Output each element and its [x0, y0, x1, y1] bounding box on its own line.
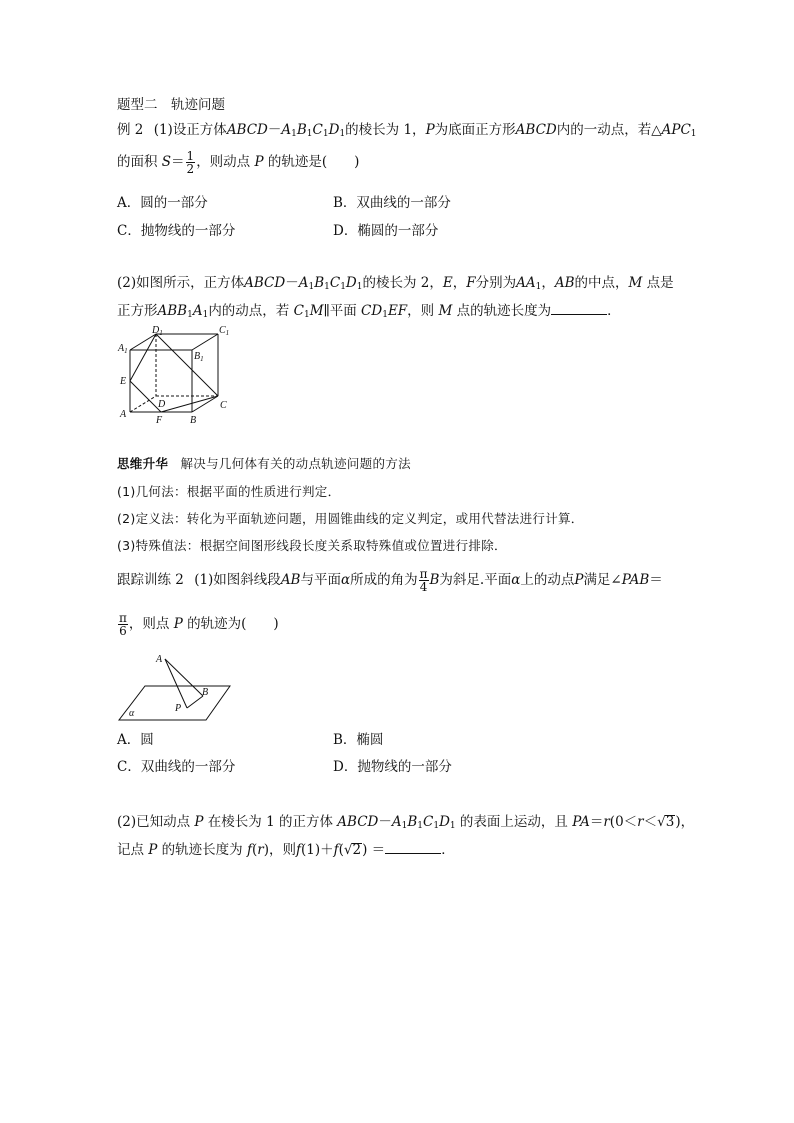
plane-figure	[112, 650, 242, 722]
fraction-pi-over-6: $\frac{\pi}{6}$	[119, 611, 127, 638]
segment-d1-c	[156, 334, 218, 396]
train-choice-c: C．双曲线的一部分	[117, 759, 236, 775]
example-2-part2-line1: (2)如图所示，正方体$ABCD-A_1B_1C_1D_1$的棱长为 2，E，F分别为$AA_1$，AB的中点，M 点是	[117, 275, 674, 292]
label-b1: $B_1$	[194, 351, 204, 363]
label-b: B	[190, 415, 197, 426]
segment-f-c	[161, 396, 218, 412]
example-2-part1-line2: 的面积 S＝ $\frac{1}{2}$ ，则动点 P 的轨迹是( )	[117, 149, 360, 176]
segment-d1-e	[130, 334, 156, 381]
label-e: E	[120, 376, 127, 387]
example-2-part2-line2: 正方形$ABB_1A_1$内的动点，若 $C_1M\parallel$平面 $CD_1EF$，则 M 点的轨迹长度为 ．	[117, 303, 621, 320]
choice-a: A．圆的一部分	[117, 195, 208, 211]
fraction-pi-over-4: $\frac{\pi}{4}$	[419, 567, 428, 594]
summary-item-2: (2)定义法：转化为平面轨迹问题，用圆锥曲线的定义判定，或用代替法进行计算．	[117, 511, 584, 526]
label-c: C	[220, 400, 227, 411]
segment-a-p	[165, 659, 187, 708]
cube-figure	[112, 322, 242, 427]
answer-blank[interactable]	[551, 302, 607, 315]
label-b: B	[202, 687, 209, 698]
train-choice-b: B．椭圆	[333, 732, 384, 748]
training-2-part2-line1: (2)已知动点 P 在棱长为 1 的正方体 $ABCD-A_1B_1C_1D_1$ 的表面上运动，且 PA＝r(0＜r＜√3)，	[117, 814, 695, 831]
choice-b: B．双曲线的一部分	[333, 195, 451, 211]
training-2-part2-line2: 记点 P 的轨迹长度为 f(r)，则f(1)＋f(√2) ＝ ．	[117, 842, 455, 858]
choice-d: D．椭圆的一部分	[333, 223, 439, 239]
label-alpha: α	[129, 708, 135, 719]
fraction-one-half: $\frac{1}{2}$	[186, 149, 195, 176]
label-d: D	[158, 399, 166, 410]
edge-b-c	[192, 396, 218, 412]
training-2-part1-line1: 跟踪训练 2 (1)如图斜线段AB与平面α所成的角为 $\frac{\pi}{4}$ B为斜足.平面α上的动点P满足∠PAB＝	[117, 567, 663, 594]
label-c1: $C_1$	[219, 325, 230, 337]
summary-item-1: (1)几何法：根据平面的性质进行判定．	[117, 484, 341, 499]
train-choice-a: A．圆	[117, 732, 154, 748]
section-heading: 题型二 轨迹问题	[117, 97, 225, 113]
segment-a-b	[165, 659, 203, 696]
summary-item-3: (3)特殊值法：根据空间图形线段长度关系取特殊值或位置进行排除．	[117, 538, 507, 553]
example-label: 例 2	[117, 122, 144, 138]
label-f: F	[156, 415, 163, 426]
label-a: A	[156, 654, 163, 665]
summary-title: 思维升华 解决与几何体有关的动点轨迹问题的方法	[117, 456, 411, 471]
label-a: A	[120, 409, 127, 420]
label-d1: $D_1$	[152, 325, 163, 337]
edge-b1-c1	[192, 334, 218, 350]
answer-blank-2[interactable]	[385, 841, 441, 854]
label-a1: $A_1$	[118, 343, 128, 355]
choice-c: C．抛物线的一部分	[117, 223, 236, 239]
training-2-part1-line2: $\frac{\pi}{6}$ ，则点 P 的轨迹为( )	[119, 611, 279, 638]
segment-p-b	[187, 696, 203, 708]
hidden-edge-a-d	[130, 396, 156, 412]
training-label: 跟踪训练 2	[117, 572, 184, 588]
example-2-part1-line1: 例 2 (1)设正方体$ABCD-A_1B_1C_1D_1$的棱长为 1，P为底面正方形ABCD内的一动点，若$\triangle APC_1$	[117, 122, 697, 139]
label-p: P	[175, 703, 182, 714]
train-choice-d: D．抛物线的一部分	[333, 759, 452, 775]
